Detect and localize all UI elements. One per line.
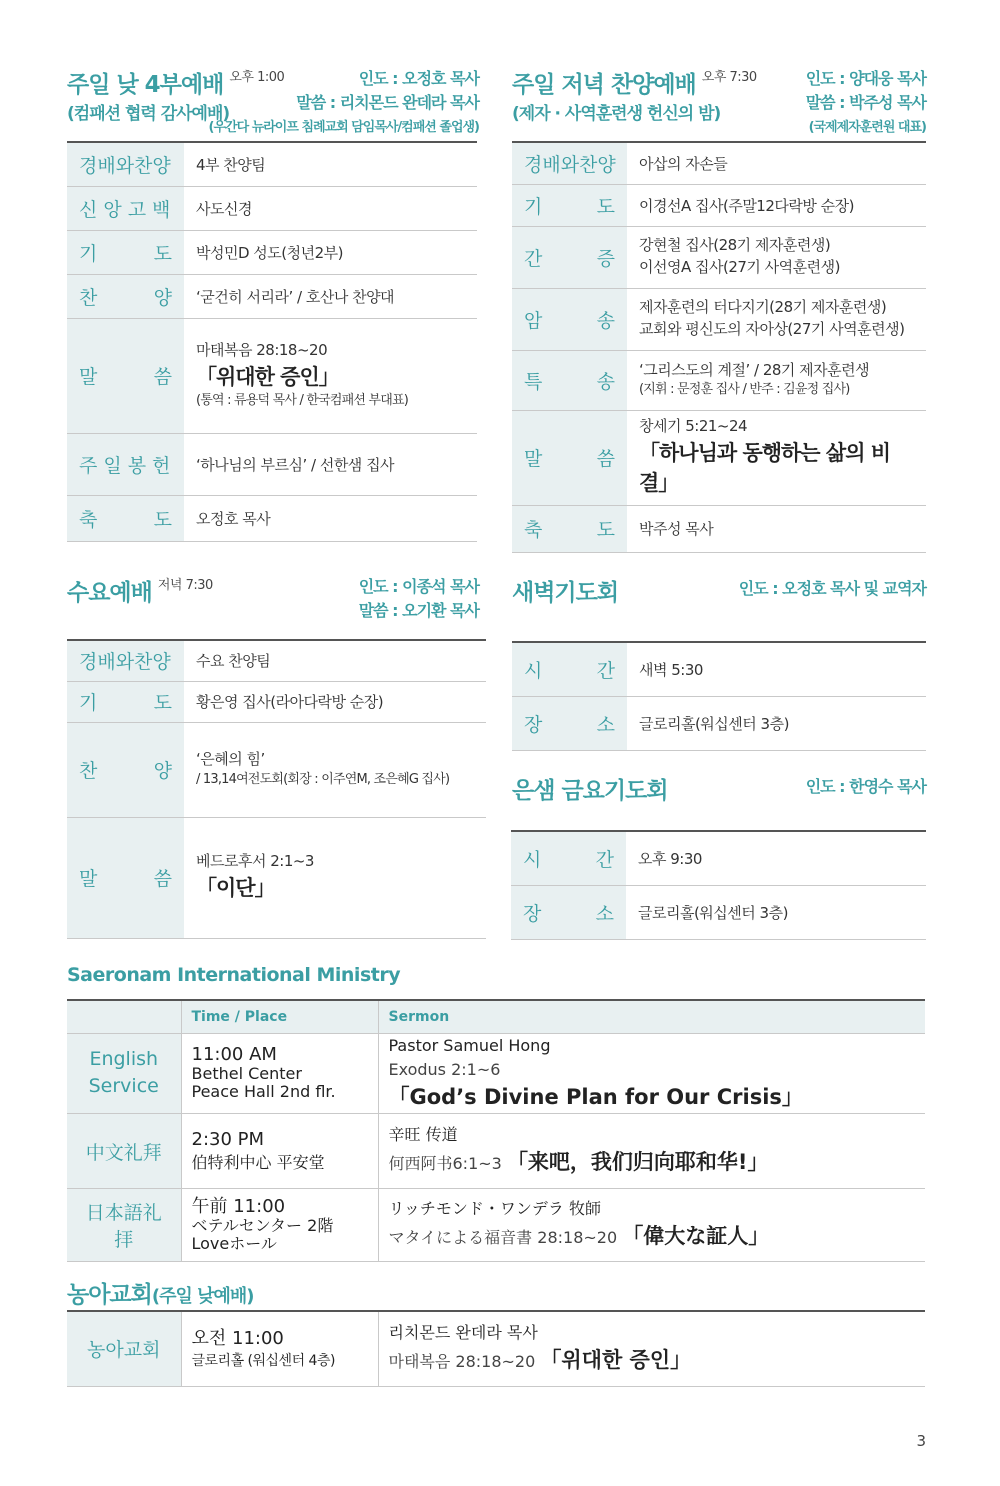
service-time: 11:00 AM xyxy=(191,1043,277,1065)
sunday4-speaker: 말씀 : 리치몬드 완데라 목사 xyxy=(296,93,479,112)
sermon-title: 「하나님과 동행하는 삶의 비결」 xyxy=(639,440,891,496)
deaf-header xyxy=(67,1276,254,1309)
dawn-header xyxy=(512,574,926,614)
deaf-title: 농아교회 xyxy=(67,1282,152,1308)
sundayeve-leader: 인도 : 양대웅 목사 xyxy=(805,69,926,88)
friday-header xyxy=(512,772,926,812)
service-place: 글로리홀 (워십센터 4층) xyxy=(191,1352,335,1369)
table-row xyxy=(67,817,486,938)
table-row xyxy=(511,831,926,885)
intl-title: Saeronam International Ministry xyxy=(67,964,401,986)
table-row xyxy=(67,230,477,274)
sundayeve-time: 오후 7:30 xyxy=(701,70,757,85)
sermon-title: 「이단」 xyxy=(196,876,275,901)
deaf-table xyxy=(67,1310,925,1387)
row-value: 글로리홀(워십센터 3층) xyxy=(638,903,788,922)
wednesday-leader: 인도 : 이종석 목사 xyxy=(358,577,479,596)
table-row xyxy=(512,142,926,184)
table-row xyxy=(67,1189,925,1262)
service-label: English xyxy=(89,1047,159,1070)
service-time: 午前 11:00 xyxy=(191,1195,286,1217)
sunday4-title: 주일 낮 4부예배 xyxy=(67,72,224,98)
sunday4-table xyxy=(67,141,477,542)
sermon-title: 「위대한 증인」 xyxy=(196,364,339,389)
service-place: Peace Hall 2nd flr. xyxy=(191,1082,336,1102)
sermon-title: 「위대한 증인」 xyxy=(540,1348,692,1372)
sundayeve-table xyxy=(512,141,926,553)
wednesday-header xyxy=(67,574,479,634)
row-label: 말 씀 xyxy=(79,868,172,890)
header-sermon: Sermon xyxy=(378,1000,925,1033)
row-value: 사도신경 xyxy=(196,199,252,218)
row-label: 기 도 xyxy=(79,692,172,714)
table-row xyxy=(67,1033,925,1114)
dawn-table xyxy=(512,641,926,751)
row-label: 기 도 xyxy=(524,195,615,218)
sundayeve-subtitle: (제자 · 사역훈련생 헌신의 밤) xyxy=(512,104,721,124)
service-label: 농아교회 xyxy=(67,1311,181,1386)
row-label: 주일봉헌 xyxy=(79,454,177,477)
scripture-ref: 마태복음 28:18~20 xyxy=(196,340,328,359)
dawn-title: 새벽기도회 xyxy=(512,580,619,606)
service-place: Loveホール xyxy=(191,1233,277,1253)
table-header-row xyxy=(67,1000,925,1033)
row-value: ‘굳건히 서리라’ / 호산나 찬양대 xyxy=(196,287,395,306)
service-label: 中文礼拜 xyxy=(67,1114,181,1189)
wednesday-time: 저녁 7:30 xyxy=(157,578,213,593)
row-value: 4부 찬양팀 xyxy=(196,155,266,174)
sermon-title: 「God’s Divine Plan for Our Crisis」 xyxy=(388,1084,803,1109)
table-row xyxy=(511,885,926,939)
table-row xyxy=(67,681,486,722)
table-row xyxy=(512,226,926,288)
table-row xyxy=(67,142,477,186)
row-label: 축 도 xyxy=(79,508,172,531)
sunday4-header xyxy=(67,66,479,138)
wednesday-table xyxy=(67,639,486,939)
scripture-ref: 베드로후서 2:1~3 xyxy=(196,852,314,871)
table-row xyxy=(67,1311,925,1386)
row-label: 장 소 xyxy=(523,902,614,925)
header-time-place: Time / Place xyxy=(181,1000,378,1033)
preacher: 리치몬드 완데라 목사 xyxy=(388,1323,538,1342)
preacher: 辛旺 传道 xyxy=(388,1125,458,1145)
wednesday-title: 수요예배 xyxy=(67,580,152,606)
sundayeve-title: 주일 저녁 찬양예배 xyxy=(512,72,696,98)
row-value: 이경선A 집사(주말12다락방 순장) xyxy=(639,196,854,215)
row-value: 아삽의 자손들 xyxy=(639,154,728,173)
row-label: 신앙고백 xyxy=(79,198,177,221)
row-label: 암 송 xyxy=(524,309,615,332)
table-row xyxy=(67,186,477,230)
service-place: 伯特利中心 平安堂 xyxy=(191,1152,325,1172)
table-row xyxy=(512,350,926,410)
table-row xyxy=(67,495,477,541)
row-value-line: ‘은혜의 힘’ xyxy=(196,750,265,769)
scripture-ref: Exodus 2:1~6 xyxy=(388,1059,501,1079)
table-row xyxy=(512,184,926,226)
table-row xyxy=(67,274,477,318)
deaf-title-sub: (주일 낮예배) xyxy=(151,1286,254,1307)
row-label: 간 증 xyxy=(524,247,615,270)
service-label: Service xyxy=(88,1075,159,1098)
row-label: 경배와찬양 xyxy=(512,142,627,184)
dawn-leader: 인도 : 오정호 목사 및 교역자 xyxy=(738,579,926,598)
row-value: 박성민D 성도(청년2부) xyxy=(196,243,343,262)
table-row xyxy=(67,433,477,495)
page-number: 3 xyxy=(916,1432,926,1450)
table-row xyxy=(512,696,926,750)
row-label: 말 씀 xyxy=(524,448,615,470)
sunday4-speaker-note: (우간다 뉴라이프 침례교회 담임목사/컴패션 졸업생) xyxy=(208,120,479,135)
row-value: 오정호 목사 xyxy=(196,509,271,528)
row-value-line: 강현철 집사(28기 제자훈련생) xyxy=(639,236,831,255)
row-label: 축 도 xyxy=(524,519,615,541)
friday-title: 은샘 금요기도회 xyxy=(512,778,668,804)
scripture-ref: マタイによる福音書 28:18~20 xyxy=(388,1228,618,1248)
preacher: Pastor Samuel Hong xyxy=(388,1035,551,1055)
table-row xyxy=(512,642,926,696)
scripture-ref: 何西阿书6:1~3 xyxy=(388,1154,502,1174)
intl-table xyxy=(67,999,925,1262)
row-value: 새벽 5:30 xyxy=(639,660,703,679)
row-label: 경배와찬양 xyxy=(67,142,184,186)
row-value: 황은영 집사(라아다락방 순장) xyxy=(196,693,384,711)
preacher: リッチモンド・ワンデラ 牧師 xyxy=(388,1199,601,1219)
row-value-line: / 13,14여전도회(회장 : 이주연M, 조은혜G 집사) xyxy=(196,771,450,787)
row-label: 찬 양 xyxy=(79,760,172,782)
sunday4-leader: 인도 : 오정호 목사 xyxy=(358,69,479,88)
table-row xyxy=(512,410,926,505)
row-label: 말 씀 xyxy=(79,366,172,388)
row-value-line: (지휘 : 문정훈 집사 / 반주 : 김윤정 집사) xyxy=(639,382,850,398)
service-time: 오전 11:00 xyxy=(191,1327,284,1349)
row-value: ‘하나님의 부르심’ / 선한샘 집사 xyxy=(196,455,395,474)
row-value: 글로리홀(워십센터 3층) xyxy=(639,714,789,733)
row-value-line: 이선영A 집사(27기 사역훈련생) xyxy=(639,258,840,276)
service-time: 2:30 PM xyxy=(191,1128,265,1150)
row-label: 장 소 xyxy=(524,713,615,736)
interpreter-note: (통역 : 류용덕 목사 / 한국컴패션 부대표) xyxy=(196,393,409,409)
row-label: 기 도 xyxy=(79,242,172,265)
row-value-line: ‘그리스도의 계절’ / 28기 제자훈련생 xyxy=(639,360,870,379)
service-place: ベテルセンター 2階 xyxy=(191,1215,334,1235)
sundayeve-speaker: 말씀 : 박주성 목사 xyxy=(805,93,926,112)
table-row xyxy=(67,1114,925,1189)
service-label: 日本語礼拝 xyxy=(67,1189,181,1262)
row-label: 특 송 xyxy=(524,370,615,393)
table-row xyxy=(67,640,486,681)
sermon-title: 「来吧，我们归向耶和华!」 xyxy=(506,1150,769,1175)
row-value: 박주성 목사 xyxy=(639,520,714,538)
row-label: 찬 양 xyxy=(79,286,172,309)
sermon-title: 「偉大な証人」 xyxy=(622,1224,770,1249)
table-row xyxy=(67,318,477,433)
row-value-line: 제자훈련의 터다지기(28기 제자훈련생) xyxy=(639,298,887,317)
table-row xyxy=(67,722,486,817)
table-row xyxy=(512,505,926,552)
row-label: 시 간 xyxy=(523,848,614,871)
wednesday-speaker: 말씀 : 오기환 목사 xyxy=(358,601,479,620)
table-row xyxy=(512,288,926,350)
row-value-line: 교회와 평신도의 자아상(27기 사역훈련생) xyxy=(639,320,905,338)
sunday4-subtitle: (컴패션 협력 감사예배) xyxy=(67,104,230,124)
service-place: Bethel Center xyxy=(191,1063,302,1083)
sunday4-time: 오후 1:00 xyxy=(229,70,285,85)
row-value: 오후 9:30 xyxy=(638,849,702,868)
scripture-ref: 마태복음 28:18~20 xyxy=(388,1352,536,1371)
friday-leader: 인도 : 한영수 목사 xyxy=(805,777,926,796)
row-label: 시 간 xyxy=(524,659,615,682)
row-label: 경배와찬양 xyxy=(67,640,184,681)
scripture-ref: 창세기 5:21~24 xyxy=(639,417,748,436)
row-value: 수요 찬양팀 xyxy=(196,652,271,671)
sundayeve-speaker-note: (국제제자훈련원 대표) xyxy=(808,120,926,135)
sundayeve-header xyxy=(512,66,926,138)
friday-table xyxy=(511,830,926,940)
